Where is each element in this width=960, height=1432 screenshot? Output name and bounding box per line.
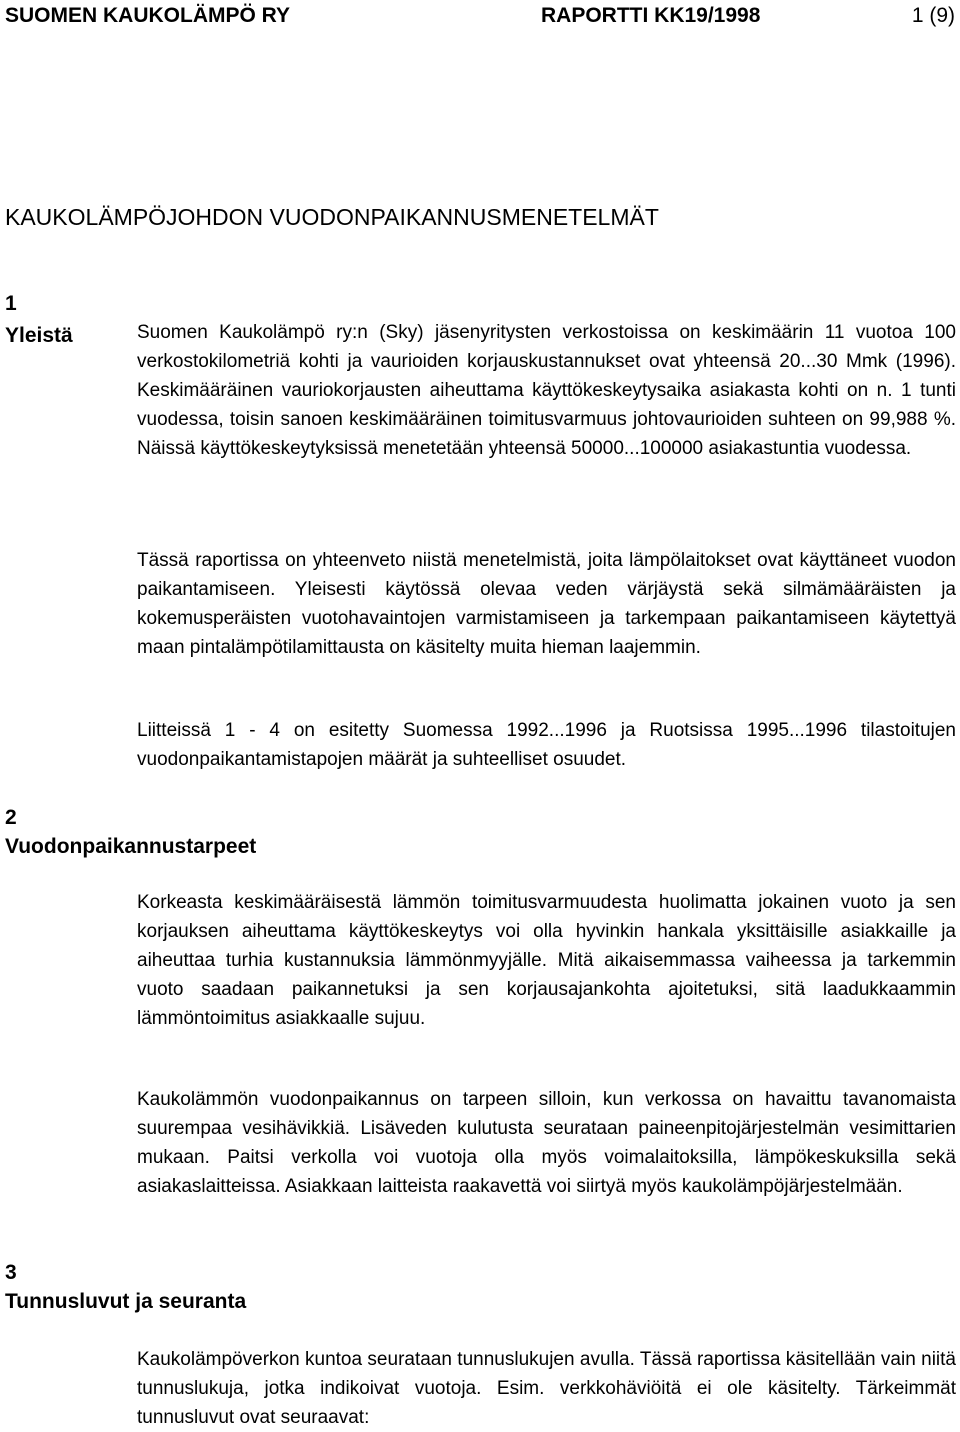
section-1-paragraph-1: Suomen Kaukolämpö ry:n (Sky) jäsenyritysten verkostoissa on keskimäärin 11 vuotoa 100 verkostokilometriä kohti ja vaurioiden korjauskustannukset ovat yhteensä 20...30 Mmk (1996). Keskimääräinen vauriokorjausten aiheuttama käyttökeskeytysaika asiakasta kohti on n. 1 tunti vuodessa, toisin sanoen keskimääräinen toimitusvarmuus johtovaurioiden suhteen on 99,988 %. Näissä käyttökeskeytyksissä menetetään yhteensä 50000...100000 asiakastuntia vuodessa.	[137, 322, 956, 459]
document-title: KAUKOLÄMPÖJOHDON VUODONPAIKANNUSMENETELMÄT	[5, 204, 659, 230]
header-organization: SUOMEN KAUKOLÄMPÖ RY	[5, 4, 291, 27]
header-report-number: RAPORTTI KK19/1998	[541, 4, 761, 27]
section-2-paragraph-1: Korkeasta keskimääräisestä lämmön toimitusvarmuudesta huolimatta jokainen vuoto ja sen korjauksen aiheuttama käyttökeskeytys voi olla hyvinkin hankala yksittäisille asiakkaille ja aiheuttaa turhia kustannuksia lämmönmyyjälle. Mitä aikaisemmassa vaiheessa ja tarkemmin vuoto saadaan paikannetuksi ja sen korjausajankohta ajoitetuksi, sitä laadukkaammin lämmöntoimitus asiakkaalle sujuu.	[137, 892, 956, 1029]
section-1-number: 1	[5, 292, 17, 315]
section-3-paragraph-1: Kaukolämpöverkon kuntoa seurataan tunnuslukujen avulla. Tässä raportissa käsitellään vain niitä tunnuslukuja, jotka indikoivat vuotoja. Esim. verkkohäviöitä ei ole käsitelty. Tärkeimmät tunnusluvut ovat seuraavat:	[137, 1349, 956, 1428]
section-3-number: 3	[5, 1261, 17, 1284]
section-1-paragraph-3: Liitteissä 1 - 4 on esitetty Suomessa 1992...1996 ja Ruotsissa 1995...1996 tilastoitujen vuodonpaikantamistapojen määrät ja suhteelliset osuudet.	[137, 720, 956, 770]
section-2-paragraph-2: Kaukolämmön vuodonpaikannus on tarpeen silloin, kun verkossa on havaittu tavanomaista suurempaa vesihävikkiä. Lisäveden kulutusta seurataan paineenpitojärjestelmän vesimittarien mukaan. Paitsi verkolla voi vuotoja olla myös voimalaitoksilla, lämpökeskuksilla sekä asiakaslaitteissa. Asiakkaan laitteista raakavettä voi siirtyä myös kaukolämpöjärjestelmään.	[137, 1089, 956, 1197]
section-2-number: 2	[5, 806, 17, 829]
section-1-heading: Yleistä	[5, 324, 73, 347]
header-page-number: 1 (9)	[911, 4, 955, 27]
section-1-paragraph-2: Tässä raportissa on yhteenveto niistä menetelmistä, joita lämpölaitokset ovat käyttäneet vuodon paikantamiseen. Yleisesti käytössä olevaa veden värjäystä sekä silmämääräisten ja kokemusperäisten vuotohavaintojen varmistamiseen ja tarkempaan paikantamiseen käytettyä maan pintalämpötilamittausta on käsitelty muita hieman laajemmin.	[137, 550, 956, 658]
section-2-heading: Vuodonpaikannustarpeet	[5, 835, 257, 858]
section-3-heading: Tunnusluvut ja seuranta	[5, 1290, 247, 1313]
page-header	[5, 1, 955, 31]
